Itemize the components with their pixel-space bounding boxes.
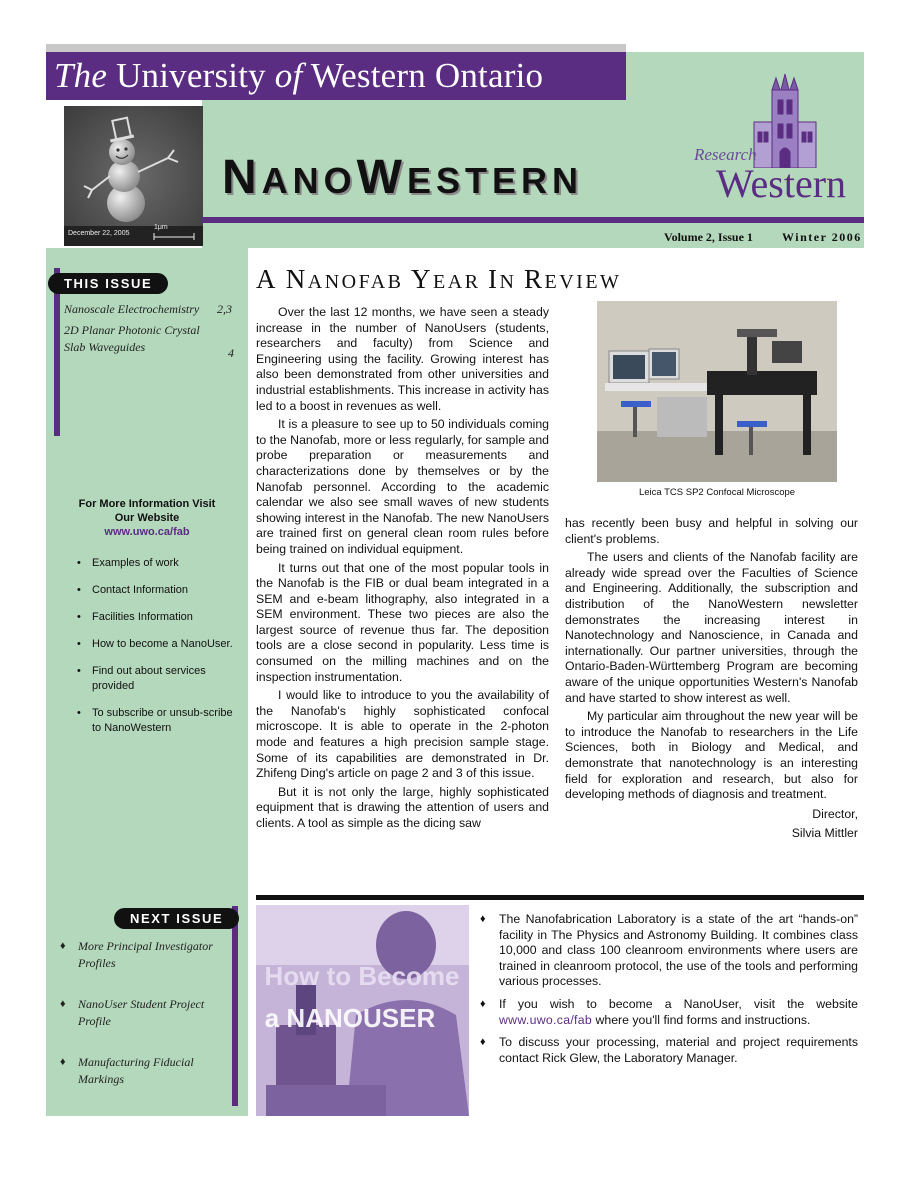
research-western-research: Research xyxy=(694,145,757,164)
confocal-microscope-photo xyxy=(597,301,837,482)
university-tower-icon xyxy=(748,72,822,168)
issue-volume: Volume 2, Issue 1 xyxy=(664,230,753,244)
website-link[interactable]: www.uwo.ca/fab xyxy=(499,1012,593,1027)
next-issue-list xyxy=(60,938,232,1088)
list-item: ♦ The Nanofabrication Laboratory is a state of the art “hands-on” facility in The Physics and Astronomy Building. It combines class 10,000 and class 100 cleanroom environments where users are trained in cleanroom protocol, the use of the tools and performing various processes. xyxy=(480,912,858,990)
list-item[interactable]: • Examples of work xyxy=(64,556,236,571)
toc-item-title: 2D Planar Photonic Crystal xyxy=(64,323,200,337)
research-western-western: Western xyxy=(716,161,847,206)
article-column-1 xyxy=(256,305,549,835)
toc-item-title: Nanoscale Electrochemistry xyxy=(64,302,200,316)
snowman-sem-image xyxy=(64,106,203,246)
signature-role: Director, xyxy=(812,806,858,821)
article-column-2 xyxy=(565,516,858,845)
paragraph: But it is not only the large, highly sophisticated equipment that is drawing the attention of users and clients. A tool as simple as the dicing saw xyxy=(256,784,549,830)
list-item: ♦ NanoUser Student Project Profile xyxy=(60,996,232,1030)
next-issue-bar xyxy=(232,906,238,1106)
sem-image-scale: 1μm xyxy=(154,224,168,231)
toc-item-title: Slab Waveguides xyxy=(64,340,146,354)
list-item[interactable]: • Contact Information xyxy=(64,583,236,598)
paragraph: I would like to introduce to you the availability of the Nanofab's highly sophisticated confocal microscope. It is able to operate in the 2-photon mode and features a high precision sample stage. Some of its capabilities are demonstrated in Dr. Zhifeng Ding's article on page 2 and 3 of this issue. xyxy=(256,688,549,781)
website-links-list xyxy=(64,556,236,748)
paragraph: has recently been busy and helpful in solving our client's problems. xyxy=(565,516,858,546)
list-item: ♦ If you wish to become a NanoUser, visit the website www.uwo.ca/fab where you'll find forms and instructions. xyxy=(480,997,858,1028)
paragraph: It turns out that one of the most popular tools in the Nanofab is the FIB or dual beam integrated in a SEM and e-beam lithography, also integrated in a SEM environment. These two pieces are also the largest source of revenue thus far. The deposition tools are a close second in popularity. Less time is consumed on the milling machines and on the inspection instrumentation. xyxy=(256,560,549,684)
paragraph: The users and clients of the Nanofab facility are already wide spread over the Faculties of Science and Engineering. Additionally, the subscription and distribution of the NanoWestern newsletter demonstrates the increasing interest in Nanotechnology and Nanoscience, in Canada and internationally. Our partner universities, through the Ontario-Baden-Württemberg Program are becoming aware of the unique opportunities Western's Nanofab and have started to show interest as well. xyxy=(565,550,858,705)
masthead-title: NANOWESTERN xyxy=(222,151,584,204)
image-overlay-text-1: How to Become xyxy=(264,961,460,991)
header-purple-rule xyxy=(202,217,864,223)
signature-name: Silvia Mittler xyxy=(791,826,858,841)
website-link[interactable]: www.uwo.ca/fab xyxy=(104,526,190,538)
article-title: A NANOFAB YEAR IN REVIEW xyxy=(256,264,622,294)
list-item[interactable]: • How to become a NanoUser. xyxy=(64,637,236,652)
issue-season: Winter 2006 xyxy=(782,230,862,244)
list-item: ♦ To discuss your processing, material and project requirements contact Rick Glew, the Laboratory Manager. xyxy=(480,1035,858,1066)
more-info-line1: For More Information Visit xyxy=(78,498,216,510)
list-item: ♦ More Principal Investigator Profiles xyxy=(60,938,232,972)
paragraph: My particular aim throughout the new year will be to introduce the Nanofab to researchers in the Life Sciences, both in Biology and Medical, and demonstrate that nanotechnology is an interesting field for exploration and research, but also for developing methods of diagnosis and treatment. xyxy=(565,709,858,802)
photo-caption: Leica TCS SP2 Confocal Microscope xyxy=(638,487,796,498)
more-info-box xyxy=(64,497,230,539)
section-divider xyxy=(256,895,864,900)
image-overlay-text-2: a NANOUSER xyxy=(264,1003,436,1033)
list-item: ♦ Manufacturing Fiducial Markings xyxy=(60,1054,232,1088)
toc-item-page: 2,3 xyxy=(217,302,232,316)
this-issue-label: THIS ISSUE xyxy=(48,273,168,294)
university-title: The University of Western Ontario xyxy=(54,56,544,95)
nanofab-info-list xyxy=(480,912,858,1073)
list-item[interactable]: • Facilities Information xyxy=(64,610,236,625)
how-to-become-nanouser-image xyxy=(256,905,469,1116)
header-shadow xyxy=(46,44,626,52)
list-item[interactable]: • To subscribe or unsub-scribe to NanoWestern xyxy=(64,706,236,736)
toc-item-page: 4 xyxy=(228,346,234,360)
list-item[interactable]: • Find out about services provided xyxy=(64,664,236,694)
paragraph: It is a pleasure to see up to 50 individuals coming to the Nanofab, more or less regularly, for sample and probe preparation or measurements and characterizations done by themselves or by the Nanofab personnel. According to the academic calendar we also see small waves of new students showing interest in the Nanofab. The new NanoUsers are trained first on general clean room rules before being trained on individual equipment. xyxy=(256,417,549,556)
paragraph: Over the last 12 months, we have seen a steady increase in the number of NanoUsers (students, researchers and faculty) from Science and Engineering using the facility. Growing interest has also been demonstrated from other universities and industrial establishments. This increase in activity has led to a boost in revenues as well. xyxy=(256,305,549,413)
more-info-line2: Our Website xyxy=(114,512,180,524)
next-issue-label: NEXT ISSUE xyxy=(114,908,239,929)
sem-image-date: December 22, 2005 xyxy=(68,230,130,237)
